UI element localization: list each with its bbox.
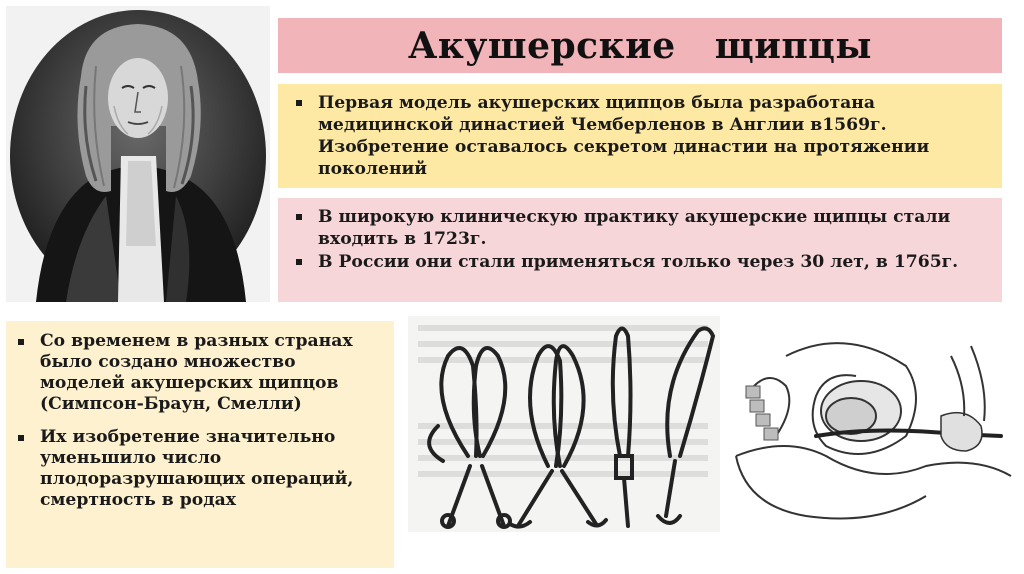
bullet-item: Их изобретение значительно уменьшило число плодоразрушающих операций, смертность в родах [16,427,382,511]
bullet-list [16,331,382,511]
portrait-image [6,6,270,302]
models-box [6,321,394,568]
bullet-item: В России они стали применяться только через 30 лет, в 1765г. [294,251,988,273]
slide-title: Акушерские щипцы [408,24,872,67]
bullet-item: Со временем в разных странах было создано множество моделей акушерских щипцов (Симпсон-Браун, Смелли) [16,331,382,415]
clinical-practice-box [278,198,1002,302]
title-bar [278,18,1002,73]
bullet-list [294,92,988,180]
bullet-item: В широкую клиническую практику акушерские щипцы стали входить в 1723г. [294,206,988,250]
history-box [278,84,1002,188]
bullet-item: Первая модель акушерских щипцов была разработана медицинской династией Чемберленов в Англии в1569г. Изобретение оставалось секретом династии на протяжении поколений [294,92,988,180]
bullet-list [294,206,988,273]
forceps-illustration [408,316,720,532]
delivery-illustration [726,316,1016,532]
